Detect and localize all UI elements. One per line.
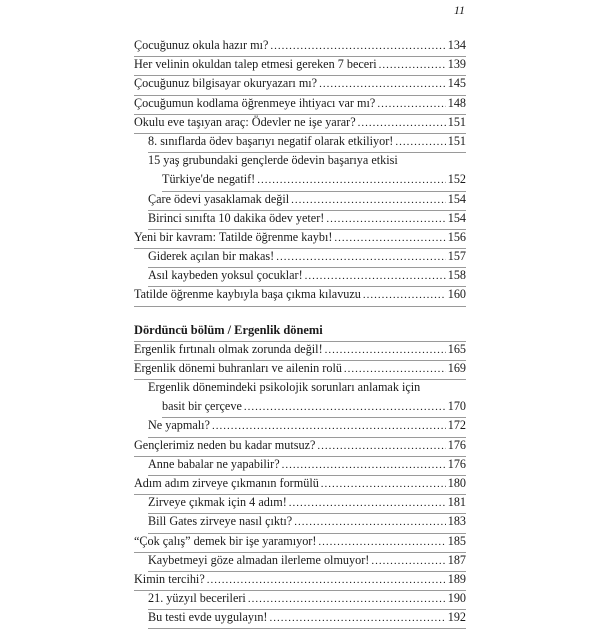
- dot-leader: [212, 419, 446, 433]
- toc-entry-multiline: [148, 380, 466, 399]
- dot-leader: [318, 535, 445, 549]
- toc-entry-title: Zirveye çıkmak için 4 adım!: [148, 495, 287, 510]
- toc-entry-page: 192: [447, 610, 466, 625]
- toc-entry-title: Çocuğunuz bilgisayar okuryazarı mı?: [134, 76, 318, 91]
- toc-entry-title: Kaybetmeyi göze almadan ilerleme olmuyor!: [148, 552, 370, 567]
- toc-entry-page: 165: [447, 341, 466, 356]
- dot-leader: [244, 400, 446, 414]
- toc-entry: [134, 76, 466, 95]
- toc-entry-title: basit bir çerçeve: [162, 399, 242, 414]
- toc-entry-title: Asıl kaybeden yoksul çocuklar!: [148, 268, 303, 283]
- dot-leader: [363, 288, 446, 302]
- toc-entry: [148, 192, 466, 211]
- toc-entry: [148, 268, 466, 287]
- toc-entry-continuation: [162, 399, 466, 418]
- toc-entry-page: 145: [447, 76, 466, 91]
- toc-entry-page: 148: [447, 95, 466, 110]
- toc-entry-page: 172: [447, 418, 466, 433]
- toc-entry-page: 183: [447, 514, 466, 529]
- toc-entry: [134, 115, 466, 134]
- toc-entry-page: 187: [447, 552, 466, 567]
- dot-leader: [358, 116, 446, 130]
- toc-entry: [148, 514, 466, 533]
- dot-leader: [395, 135, 445, 149]
- dot-leader: [321, 477, 446, 491]
- toc-entry: [134, 438, 466, 457]
- dot-leader: [269, 611, 445, 625]
- toc-entry-title: Bu testi evde uygulayın!: [148, 610, 268, 625]
- toc-entry-title: Ergenlik dönemi buhranları ve ailenin rolü: [134, 360, 342, 375]
- toc-entry-page: 176: [447, 456, 466, 471]
- toc-entry-page: 157: [447, 249, 466, 264]
- dot-leader: [317, 439, 445, 453]
- toc-entry-title: 21. yüzyıl becerileri: [148, 591, 246, 606]
- toc-entry: [148, 457, 466, 476]
- toc-entry-page: 170: [447, 399, 466, 414]
- toc-entry: [134, 230, 466, 249]
- page-number: 11: [453, 3, 465, 17]
- toc-entry: [134, 38, 466, 57]
- toc-entry-continuation: [162, 172, 466, 191]
- toc-entry-page: 158: [447, 268, 466, 283]
- toc-entry-title: Bill Gates zirveye nasıl çıktı?: [148, 514, 293, 529]
- toc-entry: [148, 134, 466, 153]
- dot-leader: [305, 269, 446, 283]
- toc-entry-page: 154: [447, 191, 466, 206]
- toc-entry-title: Her velinin okuldan talep etmesi gereken 7 beceri: [134, 57, 377, 72]
- toc-entry-title: Ne yapmalı?: [148, 418, 210, 433]
- dot-leader: [248, 592, 446, 606]
- toc-entry: [148, 211, 466, 230]
- toc-entry: [148, 418, 466, 437]
- toc-entry-title: Ergenlik fırtınalı olmak zorunda değil!: [134, 341, 323, 356]
- toc-entry-page: 151: [447, 133, 466, 148]
- toc-entry: [148, 610, 466, 629]
- toc-entry-page: 180: [447, 475, 466, 490]
- dot-leader: [344, 362, 446, 376]
- toc-entry-page: 154: [447, 210, 466, 225]
- toc-entry-title: Çare ödevi yasaklamak değil: [148, 191, 290, 206]
- toc-entry-title: Çocuğumun kodlama öğrenmeye ihtiyacı var mı?: [134, 95, 376, 110]
- toc-entry: [134, 572, 466, 591]
- toc-entry-page: 156: [447, 229, 466, 244]
- toc-entry-title: Birinci sınıfta 10 dakika ödev yeter!: [148, 210, 325, 225]
- toc-entry-title: Türkiye'de negatif!: [162, 172, 256, 187]
- dot-leader: [319, 77, 446, 91]
- toc-entry: [148, 553, 466, 572]
- dot-leader: [289, 496, 446, 510]
- dot-leader: [282, 458, 446, 472]
- dot-leader: [377, 97, 445, 111]
- toc-entry-title: Ergenlik dönemindeki psikolojik sorunları anlamak için: [148, 380, 421, 394]
- toc-entry: [148, 249, 466, 268]
- dot-leader: [371, 554, 445, 568]
- toc-entry: [134, 57, 466, 76]
- toc-entry: [134, 96, 466, 115]
- toc-entry-page: 139: [447, 57, 466, 72]
- toc-entry-title: Yeni bir kavram: Tatilde öğrenme kaybı!: [134, 229, 333, 244]
- toc-entry-title: Giderek açılan bir makas!: [148, 249, 275, 264]
- dot-leader: [294, 515, 446, 529]
- dot-leader: [257, 173, 445, 187]
- toc-entry-title: Çocuğunuz okula hazır mı?: [134, 38, 269, 52]
- toc-entry-title: 8. sınıflarda ödev başarıyı negatif olarak etkiliyor!: [148, 133, 394, 148]
- toc-entry: [134, 361, 466, 380]
- toc-entry-title: 15 yaş grubundaki gençlerde ödevin başarıya etkisi: [148, 153, 398, 168]
- toc-entry-page: 169: [447, 360, 466, 375]
- toc-entry-multiline: [148, 153, 466, 172]
- toc-entry-title: Gençlerimiz neden bu kadar mutsuz?: [134, 437, 316, 452]
- toc-entry-page: 189: [447, 571, 466, 586]
- toc-entry-title: Anne babalar ne yapabilir?: [148, 456, 280, 471]
- table-of-contents: [134, 38, 466, 629]
- toc-entry-page: 185: [447, 533, 466, 548]
- toc-entry-title: Kimin tercihi?: [134, 571, 205, 586]
- toc-entry: [148, 591, 466, 610]
- dot-leader: [207, 573, 446, 587]
- dot-leader: [325, 343, 446, 357]
- toc-entry-page: 190: [447, 591, 466, 606]
- toc-entry-title: Adım adım zirveye çıkmanın formülü: [134, 475, 319, 490]
- toc-entry-page: 160: [447, 287, 466, 302]
- toc-entry: [148, 495, 466, 514]
- toc-entry-page: 134: [447, 38, 466, 52]
- dot-leader: [326, 212, 445, 226]
- dot-leader: [276, 250, 445, 264]
- dot-leader: [291, 193, 446, 207]
- toc-entry-title: Okulu eve taşıyan araç: Ödevler ne işe yarar?: [134, 114, 356, 129]
- toc-entry-page: 151: [447, 114, 466, 129]
- toc-entry-page: 152: [447, 172, 466, 187]
- toc-entry-title: Tatilde öğrenme kaybıyla başa çıkma kılavuzu: [134, 287, 361, 302]
- dot-leader: [334, 231, 445, 245]
- dot-leader: [270, 39, 445, 53]
- section-title: Dördüncü bölüm / Ergenlik dönemi: [134, 323, 466, 342]
- toc-entry-title: “Çok çalış” demek bir işe yaramıyor!: [134, 533, 317, 548]
- toc-entry: [134, 342, 466, 361]
- toc-entry: [134, 287, 466, 306]
- toc-entry: [134, 476, 466, 495]
- dot-leader: [379, 58, 446, 72]
- toc-entry-page: 181: [447, 495, 466, 510]
- toc-entry: [134, 534, 466, 553]
- toc-entry-page: 176: [447, 437, 466, 452]
